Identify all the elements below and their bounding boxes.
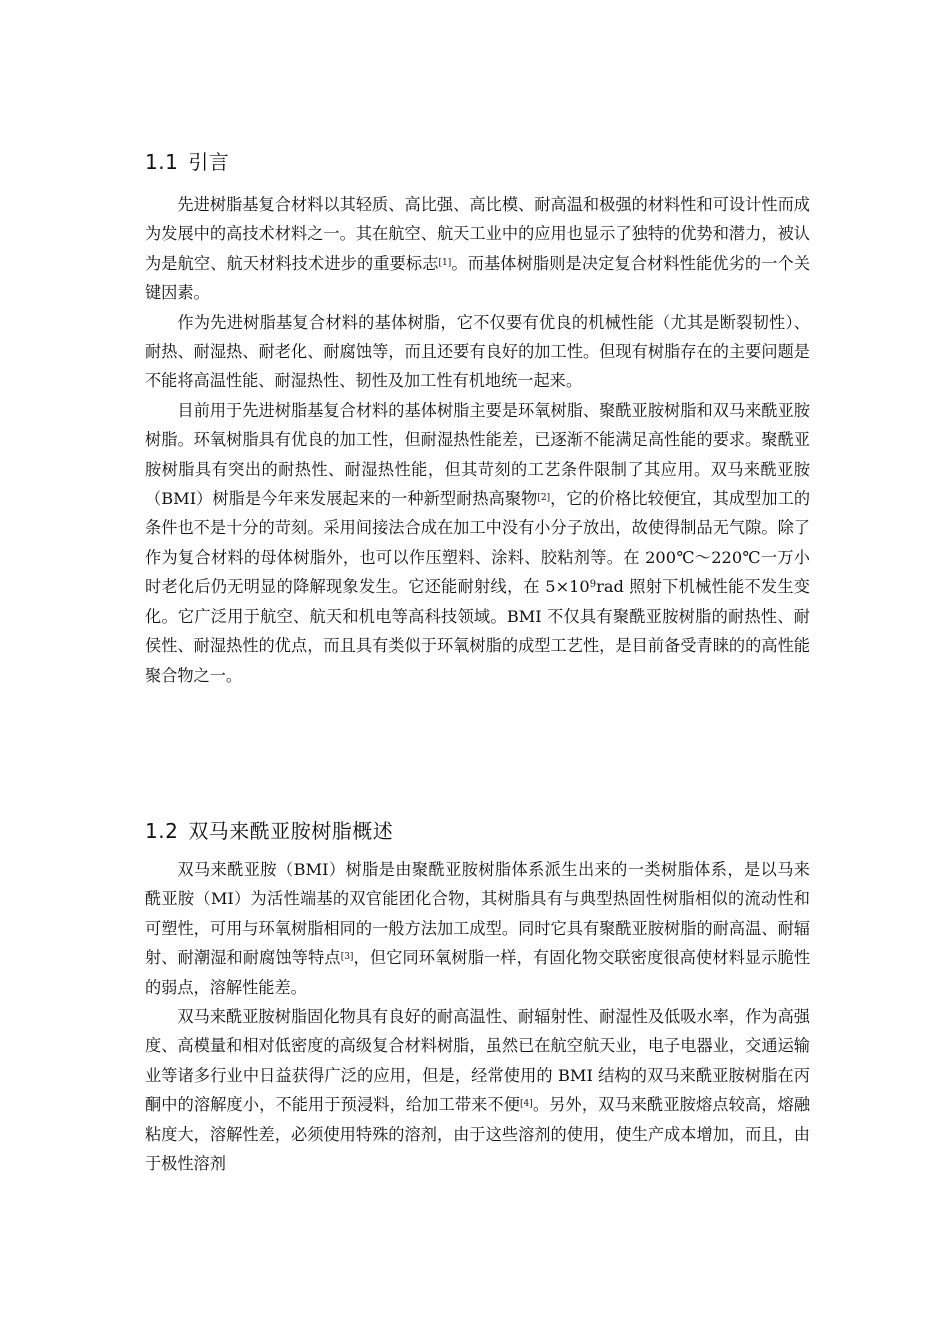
section-title: 引言: [188, 150, 230, 174]
paragraph: [145, 1002, 810, 1178]
section-number: 1.2: [145, 819, 179, 843]
paragraph-text: 。而基体树脂则是决定复合材料性能优劣的一个关键因素。: [145, 253, 811, 303]
exponent: 9: [589, 579, 597, 591]
paragraph-text: rad 照射下机械性能不发生变化。它广泛用于航空、航天和机电等高科技领域。BMI 不仅具有聚酰亚胺树脂的耐热性、耐侯性、耐湿热性的优点，而且具有类似于环氧树脂的成型工艺性，是目前备受青睐的的高性能聚合物之一。: [145, 577, 810, 685]
paragraph-text: 双马来酰亚胺（BMI）树脂是由聚酰亚胺树脂体系派生出来的一类树脂体系，是以马来酰亚胺（MI）为活性端基的双官能团化合物，其树脂具有与典型热固性树脂相似的流动性和可塑性，可用与环氧树脂相同的一般方法加工成型。同时它具有聚酰亚胺树脂的耐高温、耐辐射、耐潮湿和耐腐蚀等特点: [145, 860, 810, 968]
paragraph-text: 目前用于先进树脂基复合材料的基体树脂主要是环氧树脂、聚酰亚胺树脂和双马来酰亚胺树脂。环氧树脂具有优良的加工性，但耐湿热性能差，已逐渐不能满足高性能的要求。聚酰亚胺树脂具有突出的耐热性、耐湿热性能，但其苛刻的工艺条件限制了其应用。双马来酰亚胺（BMI）树脂是今年来发展起来的一种新型耐热高聚物: [145, 400, 810, 509]
section-heading: [145, 146, 810, 178]
paragraph: 作为先进树脂基复合材料的基体树脂，它不仅要有优良的机械性能（尤其是断裂韧性）、耐热、耐湿热、耐老化、耐腐蚀等，而且还要有良好的加工性。但现有树脂存在的主要问题是不能将高温性能、耐湿热性、韧性及加工性有机地统一起来。: [145, 312, 810, 391]
paragraph: [145, 190, 810, 308]
section-introduction: [145, 146, 810, 690]
paragraph-text: 先进树脂基复合材料以其轻质、高比强、高比模、耐高温和极强的材料性和可设计性而成为发展中的高技术材料之一。其在航空、航天工业中的应用也显示了独特的优势和潜力，被认为是航空、航天材料技术进步的重要标志: [145, 195, 810, 273]
paragraph-text: ，它的价格比较便宜，其成型加工的条件也不是十分的苛刻。采用间接法合成在加工中没有小分子放出，故使得制品无气隙。除了作为复合材料的母体树脂外，也可以作压塑料、涂料、胶粘剂等。在 200℃～220℃一万小时老化后仍无明显的降解现象发生。它还能耐射线，在 5×10: [145, 489, 811, 597]
section-heading: [145, 815, 810, 847]
paragraph: [145, 855, 810, 1002]
paragraph-text: ，但它同环氧树脂一样，有固化物交联密度很高使材料显示脆性的弱点，溶解性能差。: [145, 948, 811, 997]
citation: [2]: [537, 493, 551, 504]
citation: [3]: [340, 952, 354, 963]
citation: [4]: [520, 1099, 533, 1110]
section-title: 双马来酰亚胺树脂概述: [188, 819, 394, 843]
citation: [1]: [438, 257, 452, 268]
paragraph-text: 双马来酰亚胺树脂固化物具有良好的耐高温性、耐辐射性、耐湿性及低吸水率，作为高强度、高模量和相对低密度的高级复合材料树脂，虽然已在航空航天业，电子电器业，交通运输业等诸多行业中日益获得广泛的应用，但是，经常使用的 BMI 结构的双马来酰亚胺树脂在丙酮中的溶解度小，不能用于预浸料，给加工带来不便: [145, 1007, 810, 1115]
section-number: 1.1: [145, 150, 179, 174]
section-bmi-overview: [145, 815, 810, 1178]
paragraph-text: 。另外，双马来酰亚胺熔点较高，熔融粘度大，溶解性差，必须使用特殊的溶剂，由于这些溶剂的使用，使生产成本增加，而且，由于极性溶剂: [145, 1095, 811, 1174]
paragraph: [145, 396, 810, 690]
